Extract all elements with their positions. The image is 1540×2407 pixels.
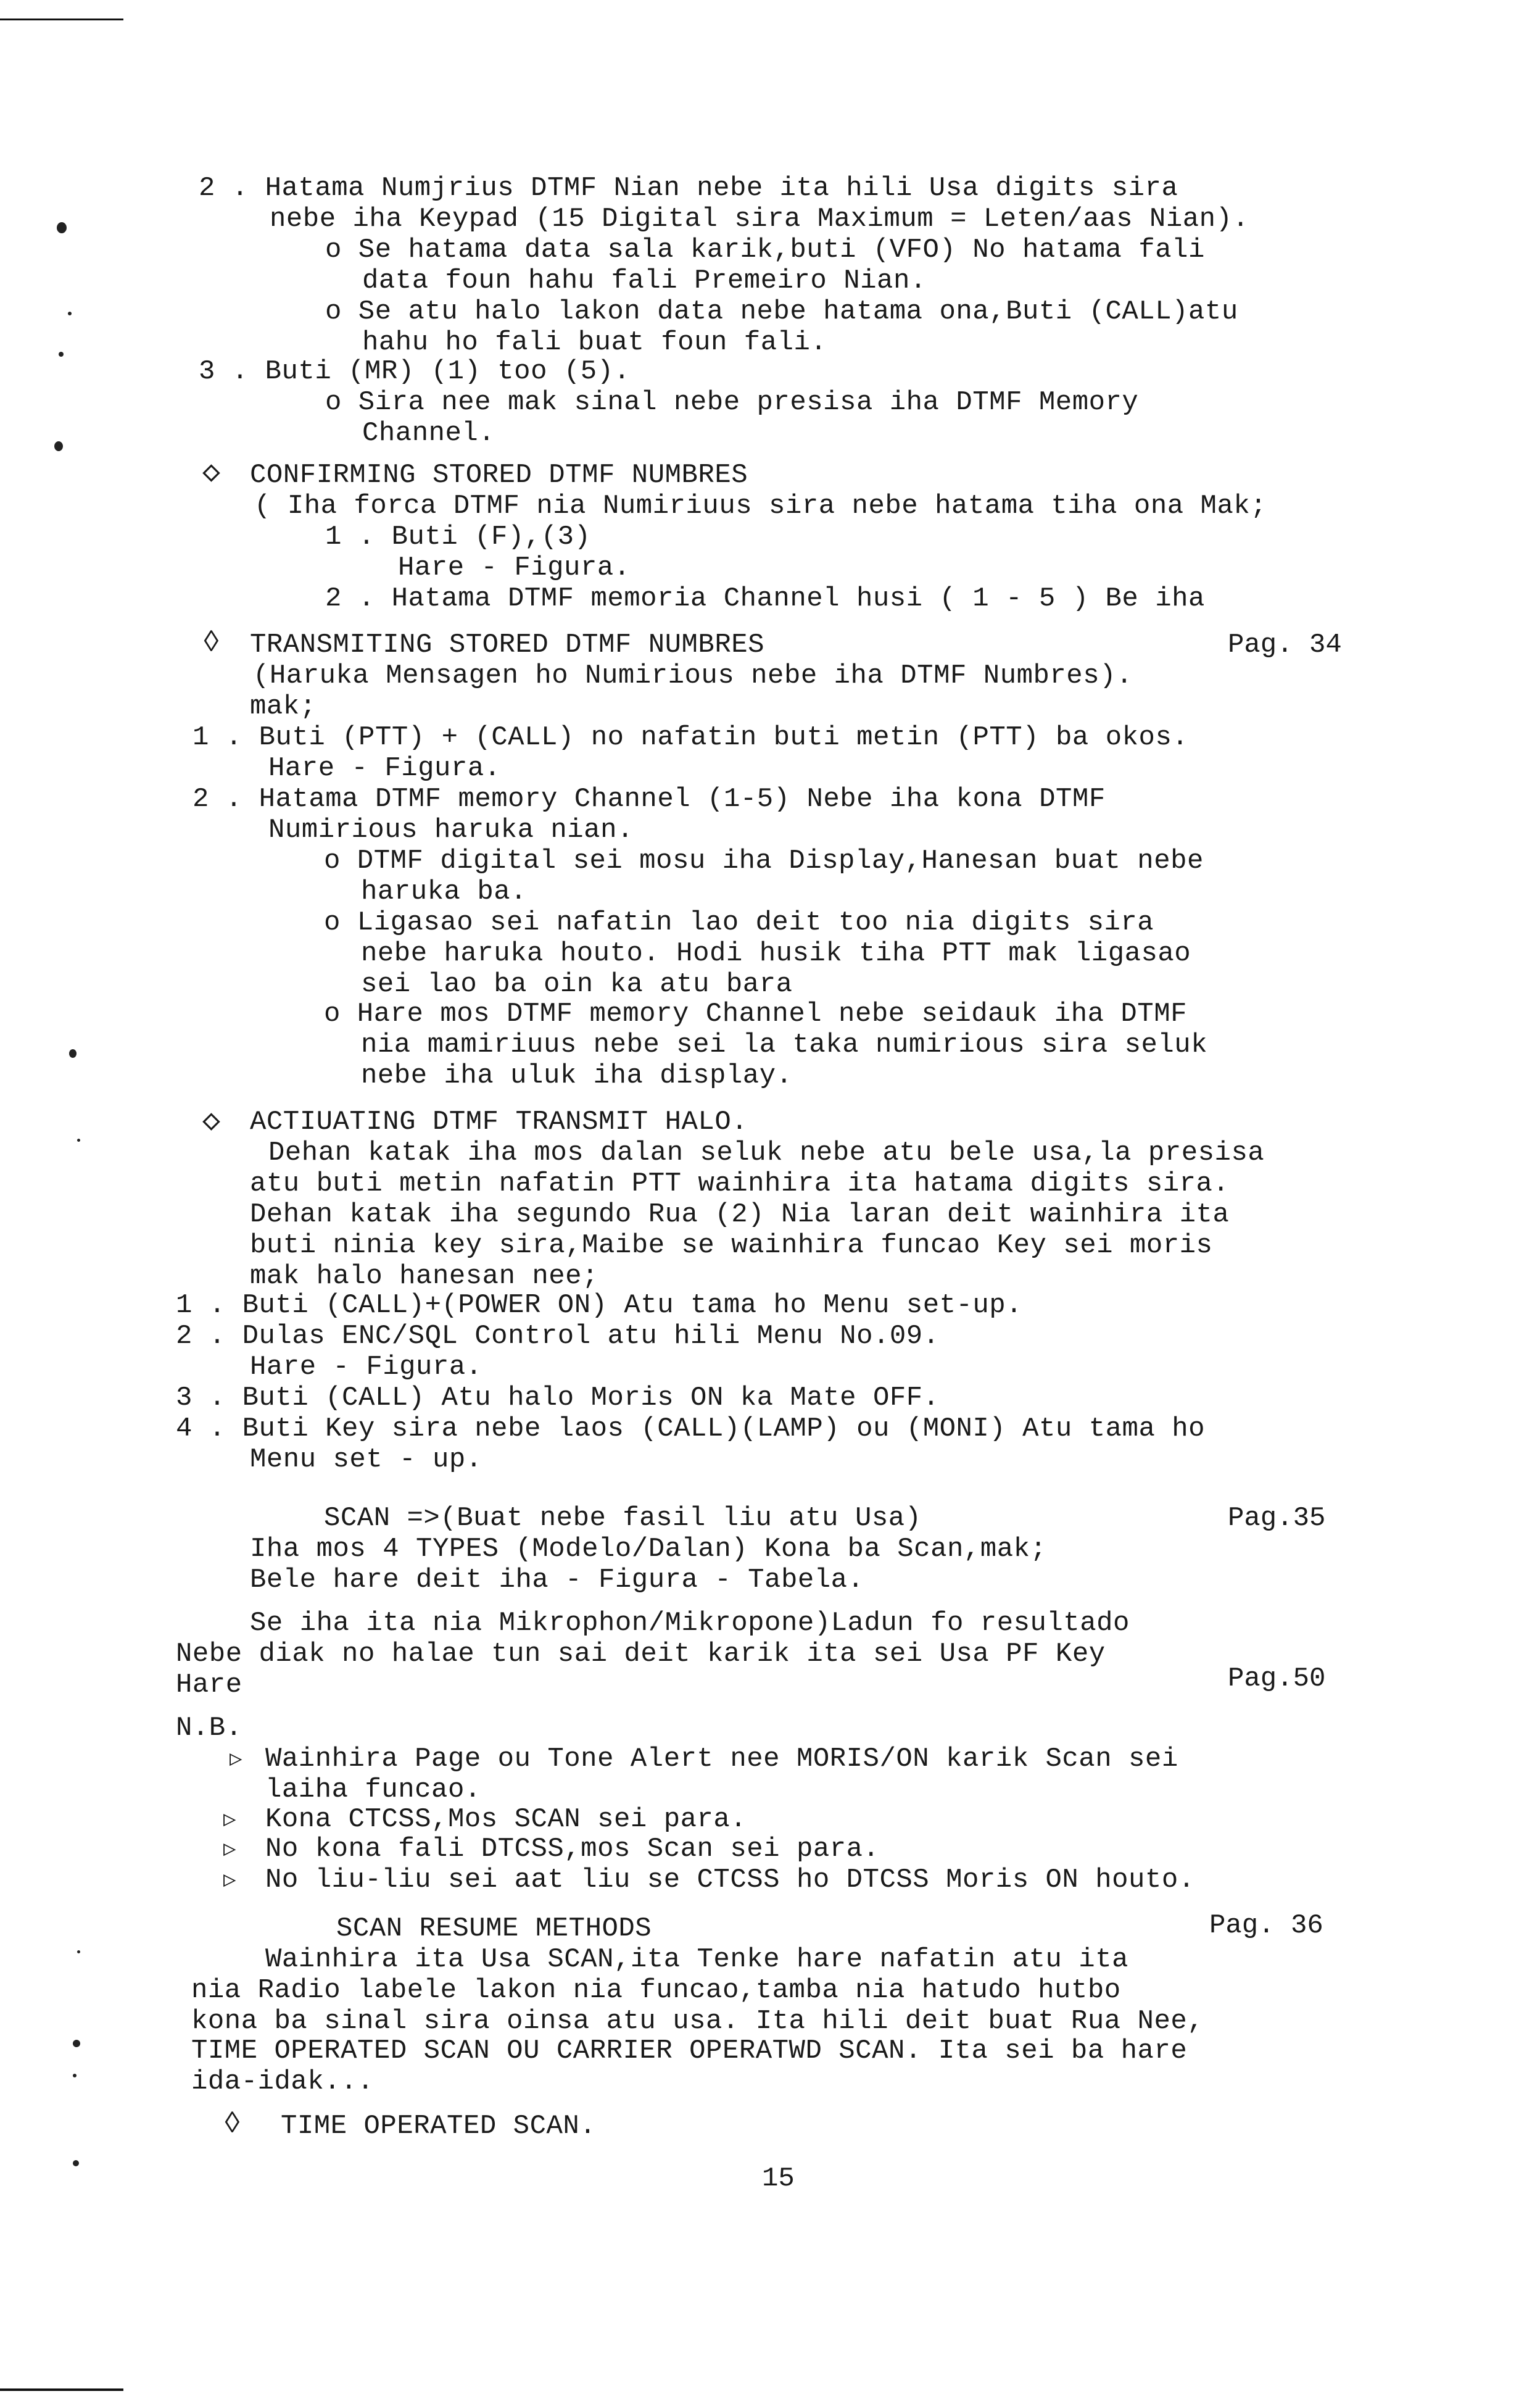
text-line: 2 . Hatama DTMF memoria Channel husi ( 1 - 5 ) Be iha [325,583,1205,614]
text-line: nebe iha Keypad (15 Digital sira Maximum = Leten/aas Nian). [270,204,1249,235]
text-line: haruka ba. [361,876,528,907]
text-line: Hare - Figura. [250,1352,482,1382]
top-rule [0,19,123,20]
text-line: data foun hahu fali Premeiro Nian. [362,265,927,296]
text-line: 1 . Buti (CALL)+(POWER ON) Atu tama ho Menu set-up. [176,1290,1023,1321]
text-line: 2 . Dulas ENC/SQL Control atu hili Menu No.09. [176,1321,940,1352]
text-line: Nebe diak no halae tun sai deit karik ita sei Usa PF Key [176,1639,1106,1669]
page-ref: Pag.35 [1228,1503,1326,1534]
margin-mark [77,1139,80,1142]
margin-mark [73,2074,77,2077]
bullet-arrow-icon: ▷ [223,1839,236,1862]
text-line: 2 . Hatama Numjrius DTMF Nian nebe ita hili Usa digits sira [199,173,1178,204]
margin-mark [57,222,67,233]
text-line: o Se atu halo lakon data nebe hatama ona,Buti (CALL)atu [325,296,1238,327]
text-line: 3 . Buti (CALL) Atu halo Moris ON ka Mate OFF. [176,1382,940,1413]
text-line: hahu ho fali buat foun fali. [362,327,827,358]
text-line: o DTMF digital sei mosu iha Display,Hanesan buat nebe [324,846,1204,876]
text-line: 1 . Buti (F),(3) [325,522,591,552]
bottom-rule [0,2388,123,2391]
page-ref: Pag.50 [1228,1663,1326,1694]
margin-mark [68,312,72,315]
text-line: Iha mos 4 TYPES (Modelo/Dalan) Kona ba Scan,mak; [250,1534,1047,1565]
section-heading: CONFIRMING STORED DTMF NUMBRES [250,460,748,491]
text-line: 2 . Hatama DTMF memory Channel (1-5) Nebe iha kona DTMF [192,784,1106,815]
list-item-continued: laiha funcao. [265,1774,481,1805]
text-line: Wainhira ita Usa SCAN,ita Tenke hare nafatin atu ita [265,1944,1129,1975]
text-line: nia Radio labele lakon nia funcao,tamba nia hatudo hutbo [191,1975,1121,2006]
section-heading: ACTIUATING DTMF TRANSMIT HALO. [250,1107,748,1137]
section-heading: TRANSMITING STORED DTMF NUMBRES [250,630,765,660]
arrow-diamond-icon: ◊ [202,627,220,660]
section-heading: TIME OPERATED SCAN. [281,2111,597,2142]
diamond-icon: ◇ [202,457,220,490]
text-line: Se iha ita nia Mikrophon/Mikropone)Ladun fo resultado [250,1608,1130,1639]
text-line: Hare - Figura. [398,552,631,583]
text-line: Hare [176,1669,242,1700]
text-line: nebe iha uluk iha display. [361,1060,793,1091]
margin-mark [73,2160,79,2166]
page-ref: Pag. 36 [1209,1910,1323,1941]
text-line: o Hare mos DTMF memory Channel nebe seidauk iha DTMF [324,999,1188,1029]
text-line: Hare - Figura. [268,753,501,784]
page-ref: Pag. 34 [1228,630,1342,660]
text-line: 3 . Buti (MR) (1) too (5). [199,356,631,387]
bullet-arrow-icon: ▷ [223,1869,236,1893]
text-line: kona ba sinal sira oinsa atu usa. Ita hili deit buat Rua Nee, [191,2006,1204,2037]
text-line: 4 . Buti Key sira nebe laos (CALL)(LAMP) ou (MONI) Atu tama ho [176,1413,1206,1444]
text-line: Dehan katak iha mos dalan seluk nebe atu bele usa,la presisa [268,1137,1265,1168]
text-line: o Ligasao sei nafatin lao deit too nia digits sira [324,907,1154,938]
list-item: Wainhira Page ou Tone Alert nee MORIS/ON karik Scan sei [265,1744,1178,1774]
text-line: o Se hatama data sala karik,buti (VFO) No hatama fali [325,235,1205,265]
text-line: nia mamiriuus nebe sei la taka numirious sira seluk [361,1029,1208,1060]
text-line: Menu set - up. [250,1444,482,1475]
text-line: Bele hare deit iha - Figura - Tabela. [250,1565,864,1595]
text-line: Dehan katak iha segundo Rua (2) Nia laran deit wainhira ita [250,1199,1230,1230]
bullet-arrow-icon: ▷ [223,1809,236,1832]
section-heading: SCAN RESUME METHODS [336,1913,652,1944]
bullet-arrow-icon: ▷ [230,1748,242,1772]
list-item: No kona fali DTCSS,mos Scan sei para. [265,1834,880,1864]
arrow-diamond-icon: ◊ [223,2108,241,2142]
text-line: o Sira nee mak sinal nebe presisa iha DTMF Memory [325,387,1139,418]
list-item: Kona CTCSS,Mos SCAN sei para. [265,1804,747,1835]
text-line: nebe haruka houto. Hodi husik tiha PTT mak ligasao [361,938,1191,969]
text-line: sei lao ba oin ka atu bara [361,969,793,1000]
text-line: Channel. [362,418,495,449]
text-line: N.B. [176,1713,242,1744]
text-line: buti ninia key sira,Maibe se wainhira funcao Key sei moris [250,1230,1213,1261]
page-number: 15 [762,2163,795,2194]
text-line: Numirious haruka nian. [268,815,634,846]
text-line: 1 . Buti (PTT) + (CALL) no nafatin buti metin (PTT) ba okos. [192,722,1189,753]
margin-mark [59,352,64,357]
text-line: TIME OPERATED SCAN OU CARRIER OPERATWD SCAN. Ita sei ba hare [191,2035,1188,2066]
text-line: mak; [250,691,317,722]
margin-mark [69,1049,77,1058]
diamond-icon: ◇ [202,1105,220,1139]
margin-mark [73,2040,80,2047]
list-item: No liu-liu sei aat liu se CTCSS ho DTCSS Moris ON houto. [265,1864,1195,1895]
margin-mark [77,1950,80,1953]
text-line: (Haruka Mensagen ho Numirious nebe iha DTMF Numbres). [253,660,1133,691]
section-heading: SCAN =>(Buat nebe fasil liu atu Usa) [324,1503,922,1534]
margin-mark [54,441,63,451]
text-line: atu buti metin nafatin PTT wainhira ita hatama digits sira. [250,1168,1230,1199]
text-line: mak halo hanesan nee; [250,1261,598,1292]
text-line: ida-idak... [191,2066,374,2097]
text-line: ( Iha forca DTMF nia Numiriuus sira nebe hatama tiha ona Mak; [254,491,1267,522]
